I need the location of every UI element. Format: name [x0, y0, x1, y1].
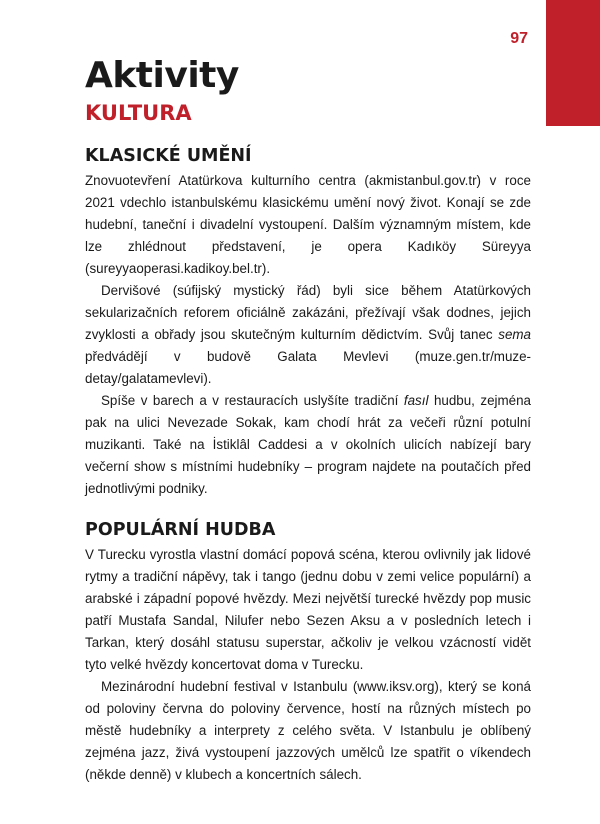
page-title: Aktivity	[85, 55, 239, 96]
paragraph	[85, 544, 531, 676]
text-run: Dervišové (súfijský mystický řád) byli sice během Atatürkových sekularizačních reforem oficiálně zakázáni, přežívají však dodnes, jejich zvyklosti a obřady jsou skutečným kulturním dědictvím. Svůj tanec	[85, 283, 531, 342]
text-run: V Turecku vyrostla vlastní domácí popová scéna, kterou ovlivnily jak lidové rytmy a tradiční nápěvy, tak i tango (jednu dobu v zemi velice populární) a arabské i západní popové hvězdy. Mezi největší turecké hvězdy pop music patří Mustafa Sandal, Nilufer nebo Sezen Aksu a v posledních letech i Tarkan, který dosáhl statusu superstar, ačkoliv je velkou vzácností vidět tyto velké hvězdy koncertovat doma v Turecku.	[85, 547, 531, 672]
page-subtitle: KULTURA	[85, 101, 192, 125]
page-number: 97	[510, 30, 528, 47]
section-heading: POPULÁRNÍ HUDBA	[85, 520, 276, 540]
chapter-tab	[546, 0, 600, 126]
paragraph	[85, 280, 531, 390]
section-classical-art	[85, 144, 531, 500]
section-popular-music	[85, 518, 531, 786]
paragraph	[85, 170, 531, 280]
paragraph	[85, 676, 531, 786]
text-run: hudbu, zejména pak na ulici Nevezade Sokak, kam chodí hrát za večeři různí potulní muzikanti. Také na İstiklâl Caddesi a v okolních ulicích nabízejí bary večerní show s místními hudebníky – program najdete na poutačích před jednotlivými podniky.	[85, 393, 531, 496]
text-run: Spíše v barech a v restauracích uslyšíte tradiční	[101, 393, 404, 408]
page-content	[85, 52, 531, 786]
text-run: předvádějí v budově Galata Mevlevi (muze.gen.tr/muze-detay/galatamevlevi).	[85, 349, 531, 386]
text-run-italic: sema	[498, 327, 531, 342]
section-heading: KLASICKÉ UMĚNÍ	[85, 146, 252, 166]
text-run: Znovuotevření Atatürkova kulturního centra (akmistanbul.gov.tr) v roce 2021 vdechlo istanbulskému klasickému umění nový život. Konají se zde hudební, taneční i divadelní vystoupení. Dalším významným místem, kde lze zhlédnout představení, je opera Kadıköy Süreyya (sureyyaoperasi.kadikoy.bel.tr).	[85, 173, 531, 276]
text-run: Mezinárodní hudební festival v Istanbulu (www.iksv.org), který se koná od poloviny června do poloviny července, hostí na různých místech po městě hudebníky a interprety z celého světa. V Istanbulu je oblíbený zejména jazz, živá vystoupení jazzových umělců lze spatřit o víkendech (někde denně) v klubech a koncertních sálech.	[85, 679, 531, 782]
paragraph	[85, 390, 531, 500]
text-run-italic: fasıl	[403, 393, 429, 408]
